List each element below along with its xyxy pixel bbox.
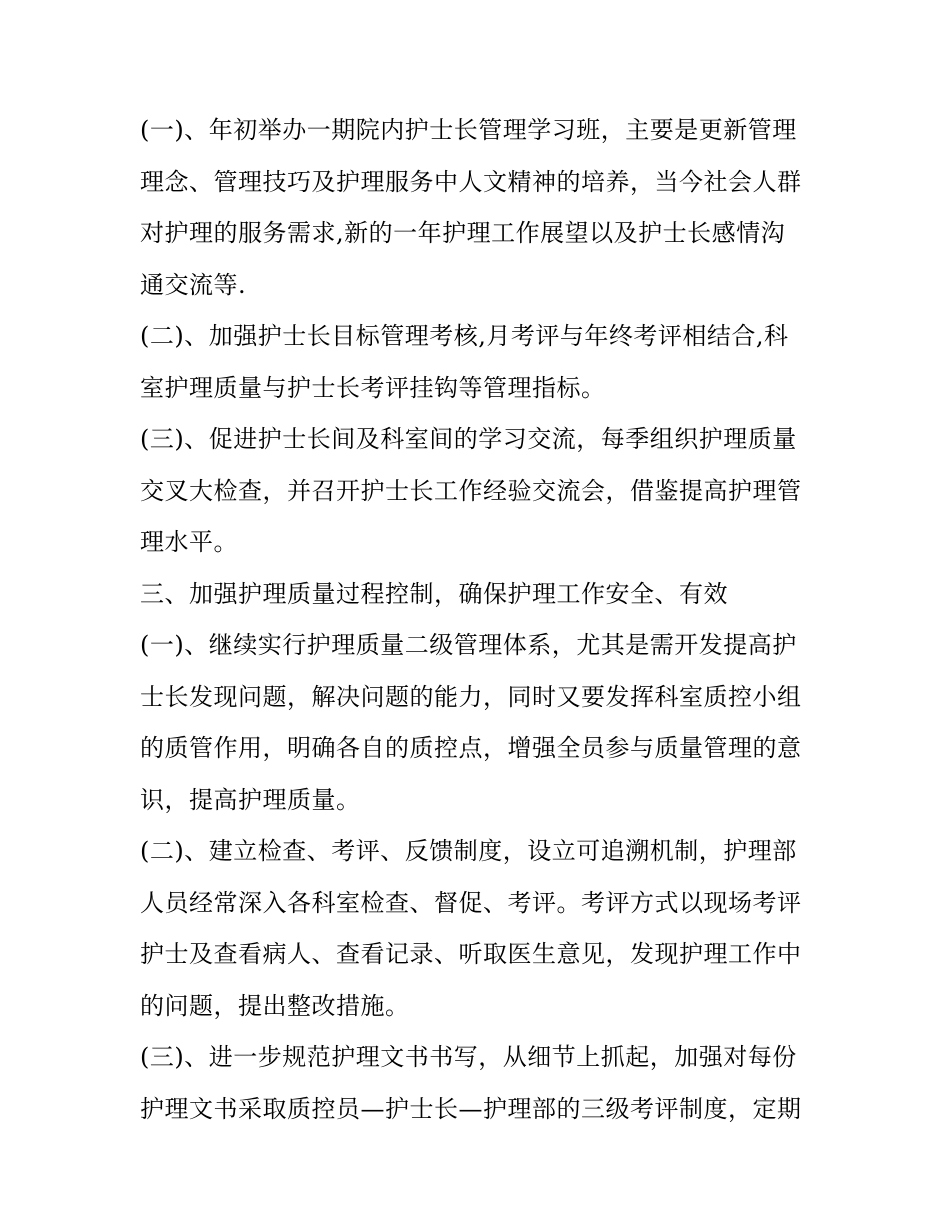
- text-line: (三)、进一步规范护理文书书写，从细节上抓起，加强对每份: [140, 1043, 797, 1071]
- text-line: 士长发现问题，解决问题的能力，同时又要发挥科室质控小组: [140, 682, 802, 711]
- section-heading: 三、加强护理质量过程控制，确保护理工作安全、有效: [140, 579, 728, 608]
- text-line: (一)、继续实行护理质量二级管理体系，尤其是需开发提高护: [140, 631, 797, 659]
- text-line: 交叉大检查，并召开护士长工作经验交流会，借鉴提高护理管: [140, 476, 802, 505]
- text-line: 室护理质量与护士长考评挂钩等管理指标。: [140, 373, 606, 402]
- text-line: 通交流等.: [140, 270, 247, 299]
- text-line: (二)、加强护士长目标管理考核,月考评与年终考评相结合,科: [140, 322, 789, 350]
- text-line: 对护理的服务需求,新的一年护理工作展望以及护士长感情沟: [140, 219, 786, 247]
- text-line: (三)、促进护士长间及科室间的学习交流，每季组织护理质量: [140, 425, 797, 453]
- text-line: 理水平。: [140, 528, 238, 556]
- text-line: 人员经常深入各科室检查、督促、考评。考评方式以现场考评: [140, 888, 802, 917]
- text-line: 护士及查看病人、查看记录、听取医生意见，发现护理工作中: [140, 940, 802, 968]
- text-line: 识，提高护理质量。: [140, 785, 361, 814]
- body-text: [140, 105, 820, 1135]
- text-line: 的问题，提出整改措施。: [140, 991, 410, 1020]
- text-line: (二)、建立检查、考评、反馈制度，设立可追溯机制，护理部: [140, 837, 797, 865]
- text-line: 的质管作用，明确各自的质控点，增强全员参与质量管理的意: [140, 734, 802, 762]
- text-line: 理念、管理技巧及护理服务中人文精神的培养，当今社会人群: [140, 167, 802, 196]
- text-line: 护理文书采取质控员—护士长—护理部的三级考评制度，定期: [140, 1094, 802, 1123]
- text-line: (一)、年初举办一期院内护士长管理学习班，主要是更新管理: [140, 116, 797, 144]
